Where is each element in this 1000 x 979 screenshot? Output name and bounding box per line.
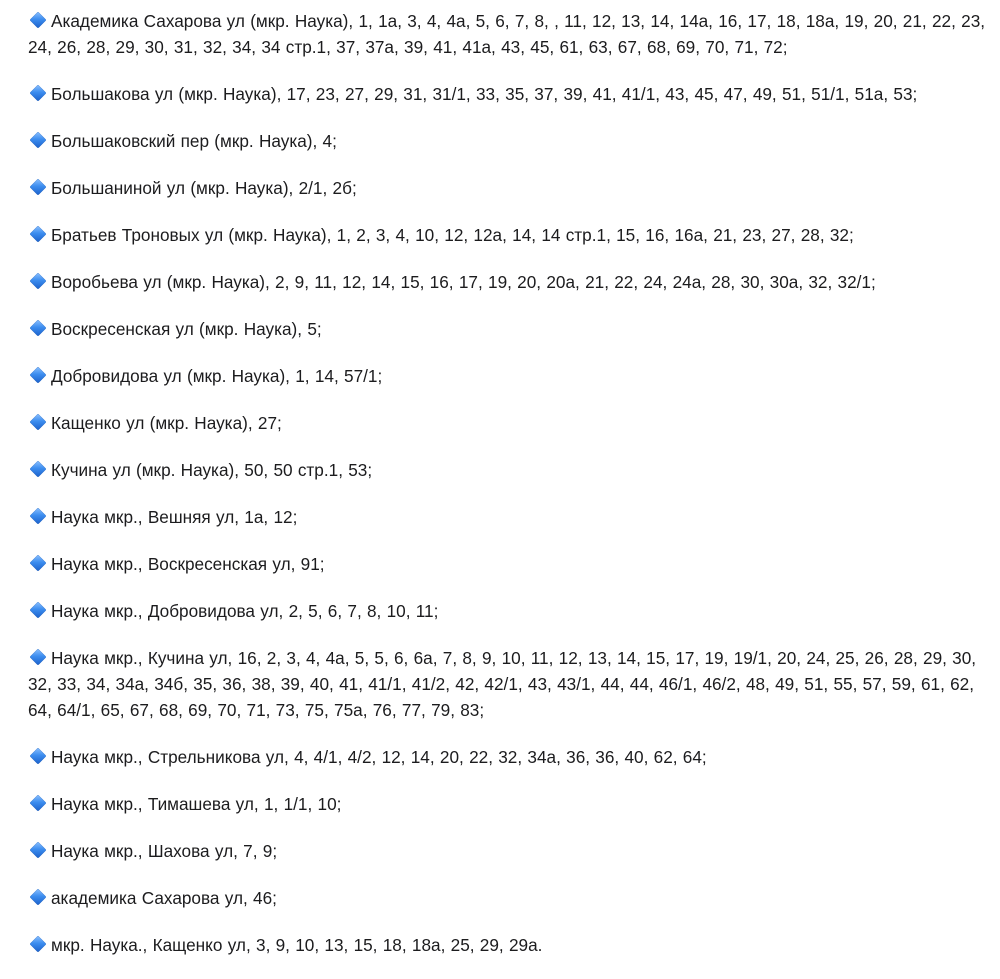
address-text: Воскресенская ул (мкр. Наука), 5; (51, 319, 322, 339)
blue-diamond-icon (30, 842, 47, 859)
address-text: Наука мкр., Тимашева ул, 1, 1/1, 10; (51, 794, 342, 814)
address-text: Наука мкр., Кучина ул, 16, 2, 3, 4, 4а, 5, 5, 6, 6а, 7, 8, 9, 10, 11, 12, 13, 14, 15, 17, 19, 19/1, 20, 24, 25, 26, 28, 29, 30, 32, 33, 34, 34а, 34б, 35, 36, 38, 39, 40, 41, 41/1, 41/2, 42, 42/1, 43, 43/1, 44, 44, 46/1, 46/2, 48, 49, 51, 55, 57, 59, 61, 62, 64, 64/1, 65, 67, 68, 69, 70, 71, 73, 75, 75а, 76, 77, 79, 83; (28, 648, 977, 720)
blue-diamond-icon (30, 936, 47, 953)
list-item (28, 838, 990, 864)
blue-diamond-icon (30, 461, 47, 478)
list-item (28, 744, 990, 770)
blue-diamond-icon (30, 132, 47, 149)
list-item (28, 81, 990, 107)
list-item (28, 457, 990, 483)
address-text: Воробьева ул (мкр. Наука), 2, 9, 11, 12, 14, 15, 16, 17, 19, 20, 20а, 21, 22, 24, 24а, 28, 30, 30а, 32, 32/1; (51, 272, 876, 292)
blue-diamond-icon (30, 320, 47, 337)
list-item (28, 885, 990, 911)
blue-diamond-icon (30, 795, 47, 812)
address-text: Наука мкр., Вешняя ул, 1а, 12; (51, 507, 298, 527)
address-text: Академика Сахарова ул (мкр. Наука), 1, 1а, 3, 4, 4а, 5, 6, 7, 8, , 11, 12, 13, 14, 14а, 16, 17, 18, 18а, 19, 20, 21, 22, 23, 24, 26, 28, 29, 30, 31, 32, 34, 34 стр.1, 37, 37а, 39, 41, 41а, 43, 45, 61, 63, 67, 68, 69, 70, 71, 72; (28, 11, 986, 57)
list-item (28, 598, 990, 624)
list-item (28, 410, 990, 436)
list-item (28, 504, 990, 530)
list-item (28, 316, 990, 342)
list-item (28, 363, 990, 389)
address-text: Большакова ул (мкр. Наука), 17, 23, 27, 29, 31, 31/1, 33, 35, 37, 39, 41, 41/1, 43, 45, 47, 49, 51, 51/1, 51а, 53; (51, 84, 918, 104)
list-item (28, 932, 990, 958)
blue-diamond-icon (30, 748, 47, 765)
list-item (28, 128, 990, 154)
address-text: Наука мкр., Воскресенская ул, 91; (51, 554, 325, 574)
blue-diamond-icon (30, 226, 47, 243)
address-list (28, 8, 990, 979)
address-text: Братьев Троновых ул (мкр. Наука), 1, 2, 3, 4, 10, 12, 12а, 14, 14 стр.1, 15, 16, 16а, 21, 23, 27, 28, 32; (51, 225, 854, 245)
list-item (28, 8, 990, 60)
list-item (28, 551, 990, 577)
list-item (28, 222, 990, 248)
list-item (28, 645, 990, 723)
address-text: академика Сахарова ул, 46; (51, 888, 277, 908)
address-text: Большаковский пер (мкр. Наука), 4; (51, 131, 337, 151)
list-item (28, 791, 990, 817)
blue-diamond-icon (30, 508, 47, 525)
address-text: Кащенко ул (мкр. Наука), 27; (51, 413, 282, 433)
blue-diamond-icon (30, 273, 47, 290)
address-text: Большаниной ул (мкр. Наука), 2/1, 2б; (51, 178, 357, 198)
blue-diamond-icon (30, 12, 47, 29)
address-text: Наука мкр., Стрельникова ул, 4, 4/1, 4/2, 12, 14, 20, 22, 32, 34а, 36, 36, 40, 62, 64; (51, 747, 707, 767)
blue-diamond-icon (30, 85, 47, 102)
blue-diamond-icon (30, 602, 47, 619)
blue-diamond-icon (30, 649, 47, 666)
blue-diamond-icon (30, 889, 47, 906)
blue-diamond-icon (30, 367, 47, 384)
list-item (28, 175, 990, 201)
address-text: Наука мкр., Добровидова ул, 2, 5, 6, 7, 8, 10, 11; (51, 601, 439, 621)
address-text: Наука мкр., Шахова ул, 7, 9; (51, 841, 278, 861)
address-text: Добровидова ул (мкр. Наука), 1, 14, 57/1; (51, 366, 383, 386)
blue-diamond-icon (30, 555, 47, 572)
list-item (28, 269, 990, 295)
blue-diamond-icon (30, 414, 47, 431)
address-text: мкр. Наука., Кащенко ул, 3, 9, 10, 13, 15, 18, 18а, 25, 29, 29а. (51, 935, 543, 955)
blue-diamond-icon (30, 179, 47, 196)
address-text: Кучина ул (мкр. Наука), 50, 50 стр.1, 53; (51, 460, 373, 480)
